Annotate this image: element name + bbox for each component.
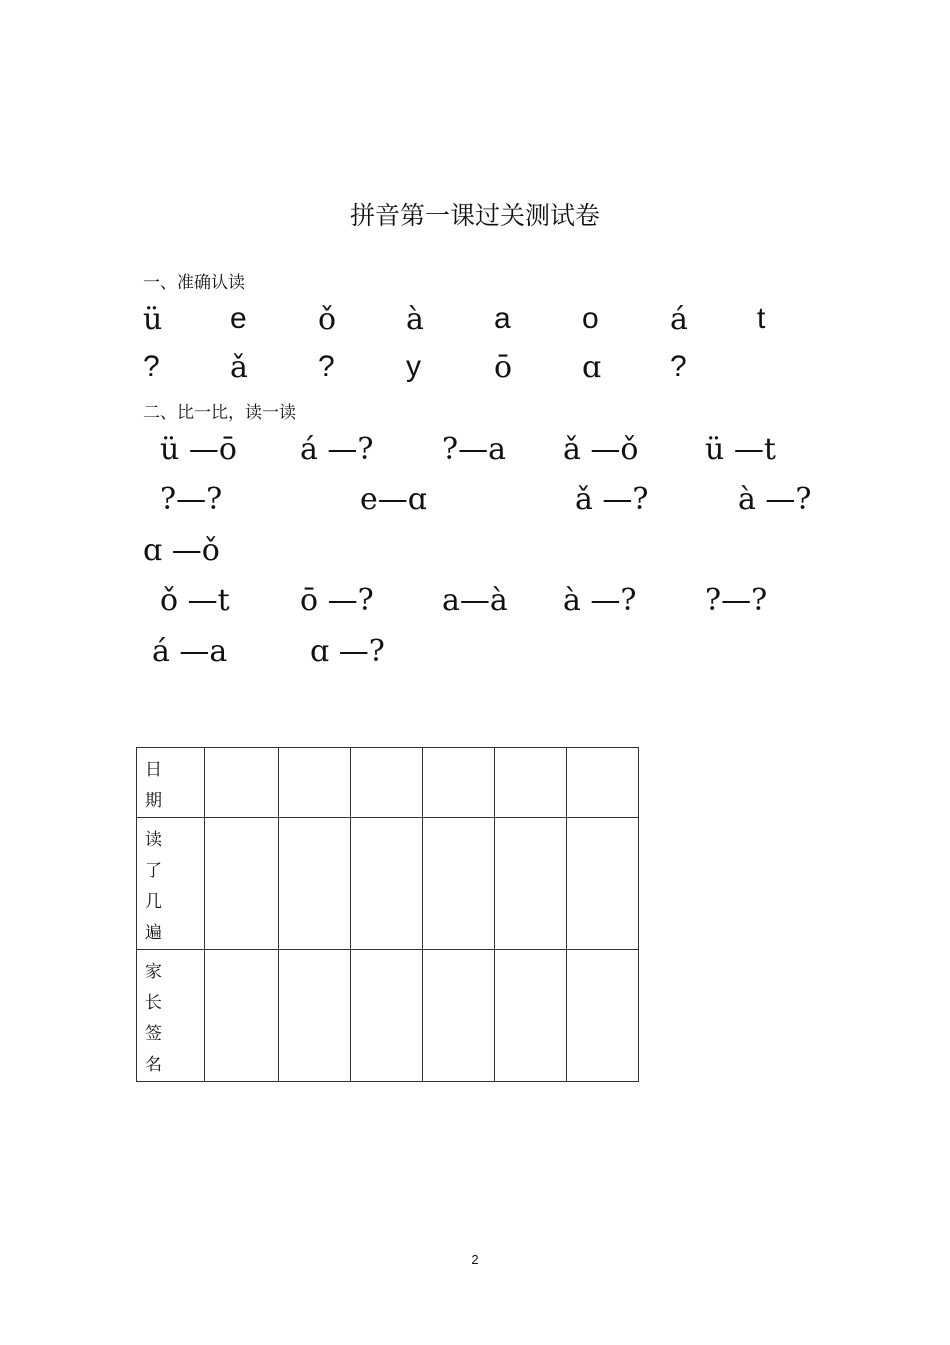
signature-entry-cell[interactable] (423, 950, 495, 1082)
compare-pair: ?—? (160, 482, 223, 517)
parent-signature-label-cell (137, 950, 205, 1082)
times-read-entry-cell[interactable] (423, 818, 495, 950)
page-title: 拼音第一课过关测试卷 (349, 201, 600, 230)
table-row-times-read (137, 818, 639, 950)
signature-entry-cell[interactable] (351, 950, 423, 1082)
compare-pair: á —? (300, 432, 374, 467)
pinyin-item: ? (670, 350, 687, 383)
times-read-entry-cell[interactable] (567, 818, 639, 950)
compare-pair: e—ɑ (360, 482, 427, 517)
times-read-label-cell (137, 818, 205, 950)
pinyin-item: ǒ (318, 302, 337, 337)
date-entry-cell[interactable] (351, 748, 423, 818)
reading-record-table (136, 747, 639, 1082)
times-read-label-line2: 几 遍 (145, 892, 172, 943)
date-entry-cell[interactable] (495, 748, 567, 818)
pinyin-item: á (670, 302, 688, 337)
times-read-entry-cell[interactable] (495, 818, 567, 950)
signature-entry-cell[interactable] (279, 950, 351, 1082)
parent-signature-label-line1: 家 长 (145, 962, 172, 1013)
compare-pair: ɑ —ǒ (143, 533, 220, 568)
compare-pair: à —? (563, 583, 637, 618)
pinyin-item: t (757, 302, 766, 335)
section-2-heading: 二、比一比，读一读 (143, 403, 296, 423)
compare-pair: ü —t (705, 432, 776, 467)
date-entry-cell[interactable] (423, 748, 495, 818)
times-read-entry-cell[interactable] (351, 818, 423, 950)
pinyin-item: o (582, 302, 599, 335)
compare-pair: ǎ —ǒ (563, 432, 639, 467)
table-row-date (137, 748, 639, 818)
compare-pair: a—à (442, 583, 508, 618)
section-1-heading: 一、准确认读 (143, 273, 245, 293)
compare-pair: ü —ō (160, 432, 237, 467)
compare-pair: à —? (738, 482, 812, 517)
compare-pair: ?—a (442, 432, 506, 467)
parent-signature-label-line2: 签 名 (145, 1024, 172, 1075)
pinyin-item: ō (494, 350, 513, 385)
date-entry-cell[interactable] (205, 748, 279, 818)
date-label-cell (137, 748, 205, 818)
pinyin-item: ? (143, 350, 160, 383)
compare-pair: á —a (152, 634, 228, 669)
times-read-entry-cell[interactable] (205, 818, 279, 950)
times-read-label-line1: 读 了 (145, 830, 172, 881)
compare-pair: ō —? (300, 583, 374, 618)
pinyin-item: ü (143, 302, 163, 337)
compare-pair: ǒ —t (160, 583, 230, 618)
signature-entry-cell[interactable] (567, 950, 639, 1082)
signature-entry-cell[interactable] (205, 950, 279, 1082)
compare-pair: ɑ —? (310, 634, 385, 669)
pinyin-item: y (406, 350, 421, 383)
date-entry-cell[interactable] (567, 748, 639, 818)
pinyin-item: a (494, 302, 511, 335)
pinyin-item: e (230, 302, 247, 335)
pinyin-item: ? (318, 350, 335, 383)
compare-pair: ǎ —? (575, 482, 649, 517)
page-number: 2 (471, 1252, 479, 1267)
pinyin-item: ǎ (230, 350, 248, 385)
pinyin-item: ɑ (582, 350, 602, 385)
date-entry-cell[interactable] (279, 748, 351, 818)
date-label: 日 期 (145, 760, 172, 811)
compare-pair: ?—? (705, 583, 768, 618)
signature-entry-cell[interactable] (495, 950, 567, 1082)
times-read-entry-cell[interactable] (279, 818, 351, 950)
pinyin-item: à (406, 302, 424, 337)
table-row-parent-signature (137, 950, 639, 1082)
